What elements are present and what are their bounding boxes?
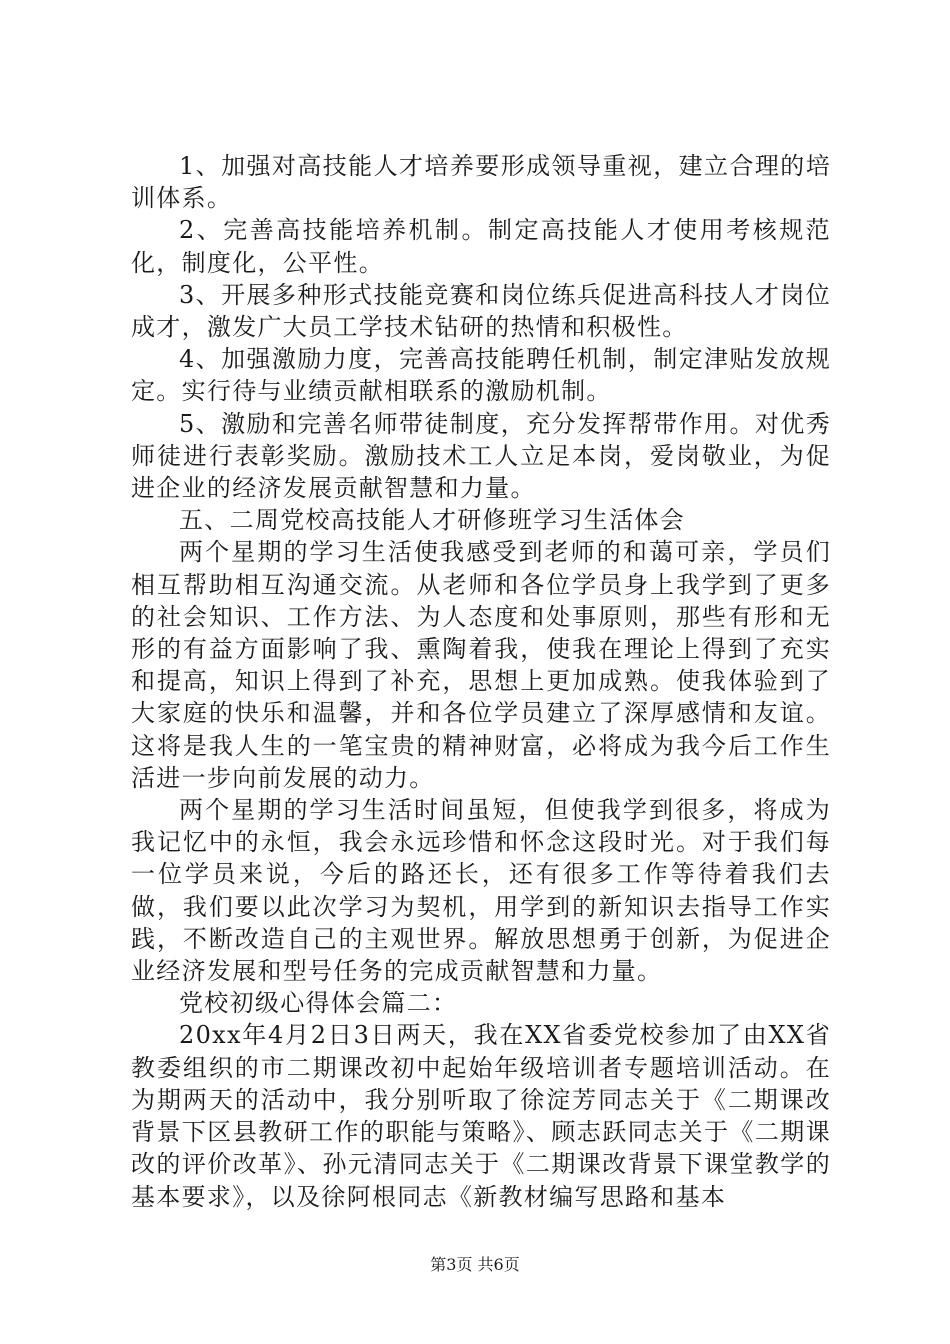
paragraph-8: 20xx年4月2日3日两天，我在XX省委党校参加了由XX省教委组织的市二期课改初中起始年级培训者专题培训活动。在为期两天的活动中，我分别听取了徐淀芳同志关于《二期课改背景下区县教研工作的职能与策略》、顾志跃同志关于《二期课改的评价改革》、孙元清同志关于《二期课改背景下课堂教学的基本要求》，以及徐阿根同志《新教材编写思路和基本 <box>131 1021 831 1211</box>
paragraph-1: 1、加强对高技能人才培养要形成领导重视，建立合理的培训体系。 <box>131 152 831 213</box>
section-heading: 五、二周党校高技能人才研修班学习生活体会 <box>179 506 685 535</box>
subsection-heading: 党校初级心得体会篇二： <box>179 989 458 1018</box>
paragraph-5: 5、激励和完善名师带徒制度，充分发挥帮带作用。对优秀师徒进行表彰奖励。激励技术工人立足本岗，爱岗敬业，为促进企业的经济发展贡献智慧和力量。 <box>131 409 831 503</box>
paragraph-4: 4、加强激励力度，完善高技能聘任机制，制定津贴发放规定。实行待与业绩贡献相联系的激励机制。 <box>131 345 831 406</box>
paragraph-6: 两个星期的学习生活使我感受到老师的和蔼可亲，学员们相互帮助相互沟通交流。从老师和各位学员身上我学到了更多的社会知识、工作方法、为人态度和处事原则，那些有形和无形的有益方面影响了我、熏陶着我，使我在理论上得到了充实和提高，知识上得到了补充，思想上更加成熟。使我体验到了大家庭的快乐和温馨，并和各位学员建立了深厚感情和友谊。这将是我人生的一笔宝贵的精神财富，必将成为我今后工作生活进一步向前发展的动力。 <box>131 538 831 792</box>
document-body <box>131 150 831 1213</box>
page-number-footer: 第3页 共6页 <box>430 1255 520 1274</box>
paragraph-2: 2、完善高技能培养机制。制定高技能人才使用考核规范化，制度化，公平性。 <box>131 216 831 277</box>
paragraph-7: 两个星期的学习生活时间虽短，但使我学到很多，将成为我记忆中的永恒，我会永远珍惜和怀念这段时光。对于我们每一位学员来说，今后的路还长，还有很多工作等待着我们去做，我们要以此次学习为契机，用学到的新知识去指导工作实践，不断改造自己的主观世界。解放思想勇于创新，为促进企业经济发展和型号任务的完成贡献智慧和力量。 <box>131 796 831 986</box>
paragraph-3: 3、开展多种形式技能竞赛和岗位练兵促进高科技人才岗位成才，激发广大员工学技术钻研的热情和积极性。 <box>131 280 831 342</box>
